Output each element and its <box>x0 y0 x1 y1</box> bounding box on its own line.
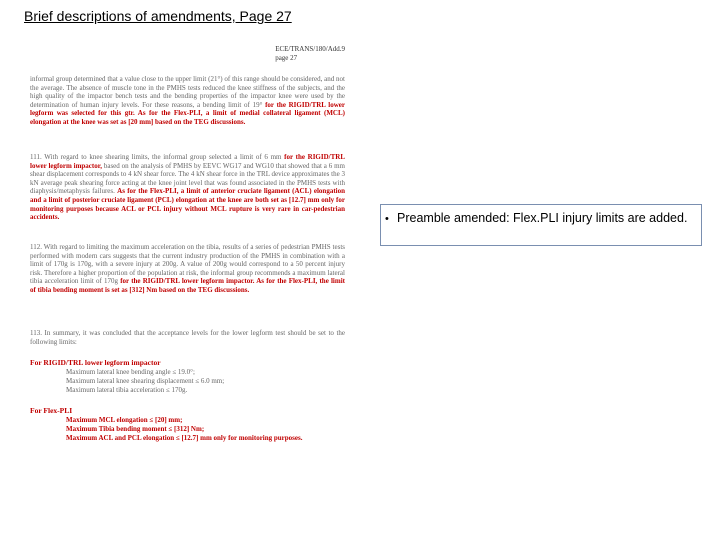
paragraph-111 <box>30 153 345 222</box>
rigid-limit-item: Maximum lateral tibia acceleration ≤ 170g. <box>66 386 188 394</box>
amendment-callout-box <box>380 204 702 246</box>
amendment-callout-text: Preamble amended: Flex.PLI injury limits are added. <box>397 211 688 225</box>
rigid-limit-item: Maximum lateral knee shearing displacement ≤ 6.0 mm; <box>66 377 225 385</box>
document-reference <box>275 45 345 63</box>
flex-limit-item: Maximum ACL and PCL elongation ≤ [12.7] mm only for monitoring purposes. <box>66 434 303 442</box>
document-page-image <box>30 45 345 505</box>
flex-limit-item: Maximum Tibia bending moment ≤ [312] Nm; <box>66 425 205 433</box>
rigid-legform-heading: For RIGID/TRL lower legform impactor <box>30 358 161 367</box>
paragraph-111-amendment-1: for the RIGID/TRL lower legform impactor, <box>30 153 345 170</box>
paragraph-113-text: 113. In summary, it was concluded that the acceptance levels for the lower legform test should be set to the following limits: <box>30 329 345 346</box>
paragraph-110-text: informal group determined that a value close to the upper limit (21°) of this range should be considered, and not the average. The absence of muscle tone in the PMHS tests reduced the knee stiffness of the subjects, and the high quality of the impactor bench tests and the bending properties of the impactor knee were used by the determination of human injury levels. For these reasons, a bending limit of 19° <box>30 75 345 109</box>
slide-title: Brief descriptions of amendments, Page 27 <box>24 8 292 24</box>
paragraph-111-text-2: based on the analysis of PMHS by EEVC WG17 and WG10 that showed that a 6 mm shear displacement corresponds to 4 kN shear force. The 4 kN shear force in the TRL device approximates the 3 kN average peak shearing force acting at the knee joint level that was found associated in the PMHS tests with diaphysis/metaphysis failures. <box>30 161 345 196</box>
document-reference-code: ECE/TRANS/180/Add.9 <box>275 45 345 53</box>
rigid-legform-limits <box>66 368 341 395</box>
paragraph-113 <box>30 329 345 346</box>
paragraph-110-amendment: for the RIGID/TRL lower legform was selected for this gtr. As for the Flex-PLI, a limit of medial collateral ligament (MCL) elongation at the knee was set as [20 mm] based on the TEG discussions. <box>30 100 346 126</box>
paragraph-111-text: 111. With regard to knee shearing limits, the informal group selected a limit of 6 mm <box>30 153 285 161</box>
paragraph-112 <box>30 243 345 295</box>
paragraph-112-text: 112. With regard to limiting the maximum acceleration on the tibia, results of a series of pedestrian PMHS tests performed with modern cars suggests that the current industry production of the PMHS in combination with a limit of 170g is 170g, with a severe injury at 200g. A value of 200g would correspond to a 50 percent injury risk. Therefore a higher proportion of the population at risk, the informal group recommends a maximum lateral tibia acceleration limit of 170g <box>30 243 345 286</box>
flex-pli-heading: For Flex-PLI <box>30 406 73 415</box>
rigid-limit-item: Maximum lateral knee bending angle ≤ 19.0°; <box>66 368 195 376</box>
bullet-icon: • <box>385 213 389 225</box>
paragraph-111-amendment-2: As for the Flex-PLI, a limit of anterior cruciate ligament (ACL) elongation and a limit of posterior cruciate ligament (PCL) elongation at the knee are both set as [12.7] mm only for monitoring purposes because ACL or PCL injury without MCL rupture is very rare in car-pedestrian accidents. <box>30 187 345 222</box>
paragraph-112-amendment: for the RIGID/TRL lower legform impactor. As for the Flex-PLI, the limit of tibia bending moment is set as [312] Nm based on the TEG discussions. <box>30 277 345 294</box>
flex-pli-limits <box>66 416 341 443</box>
document-page-number: page 27 <box>275 54 298 62</box>
paragraph-110 <box>30 75 345 127</box>
flex-limit-item: Maximum MCL elongation ≤ [20] mm; <box>66 416 183 424</box>
